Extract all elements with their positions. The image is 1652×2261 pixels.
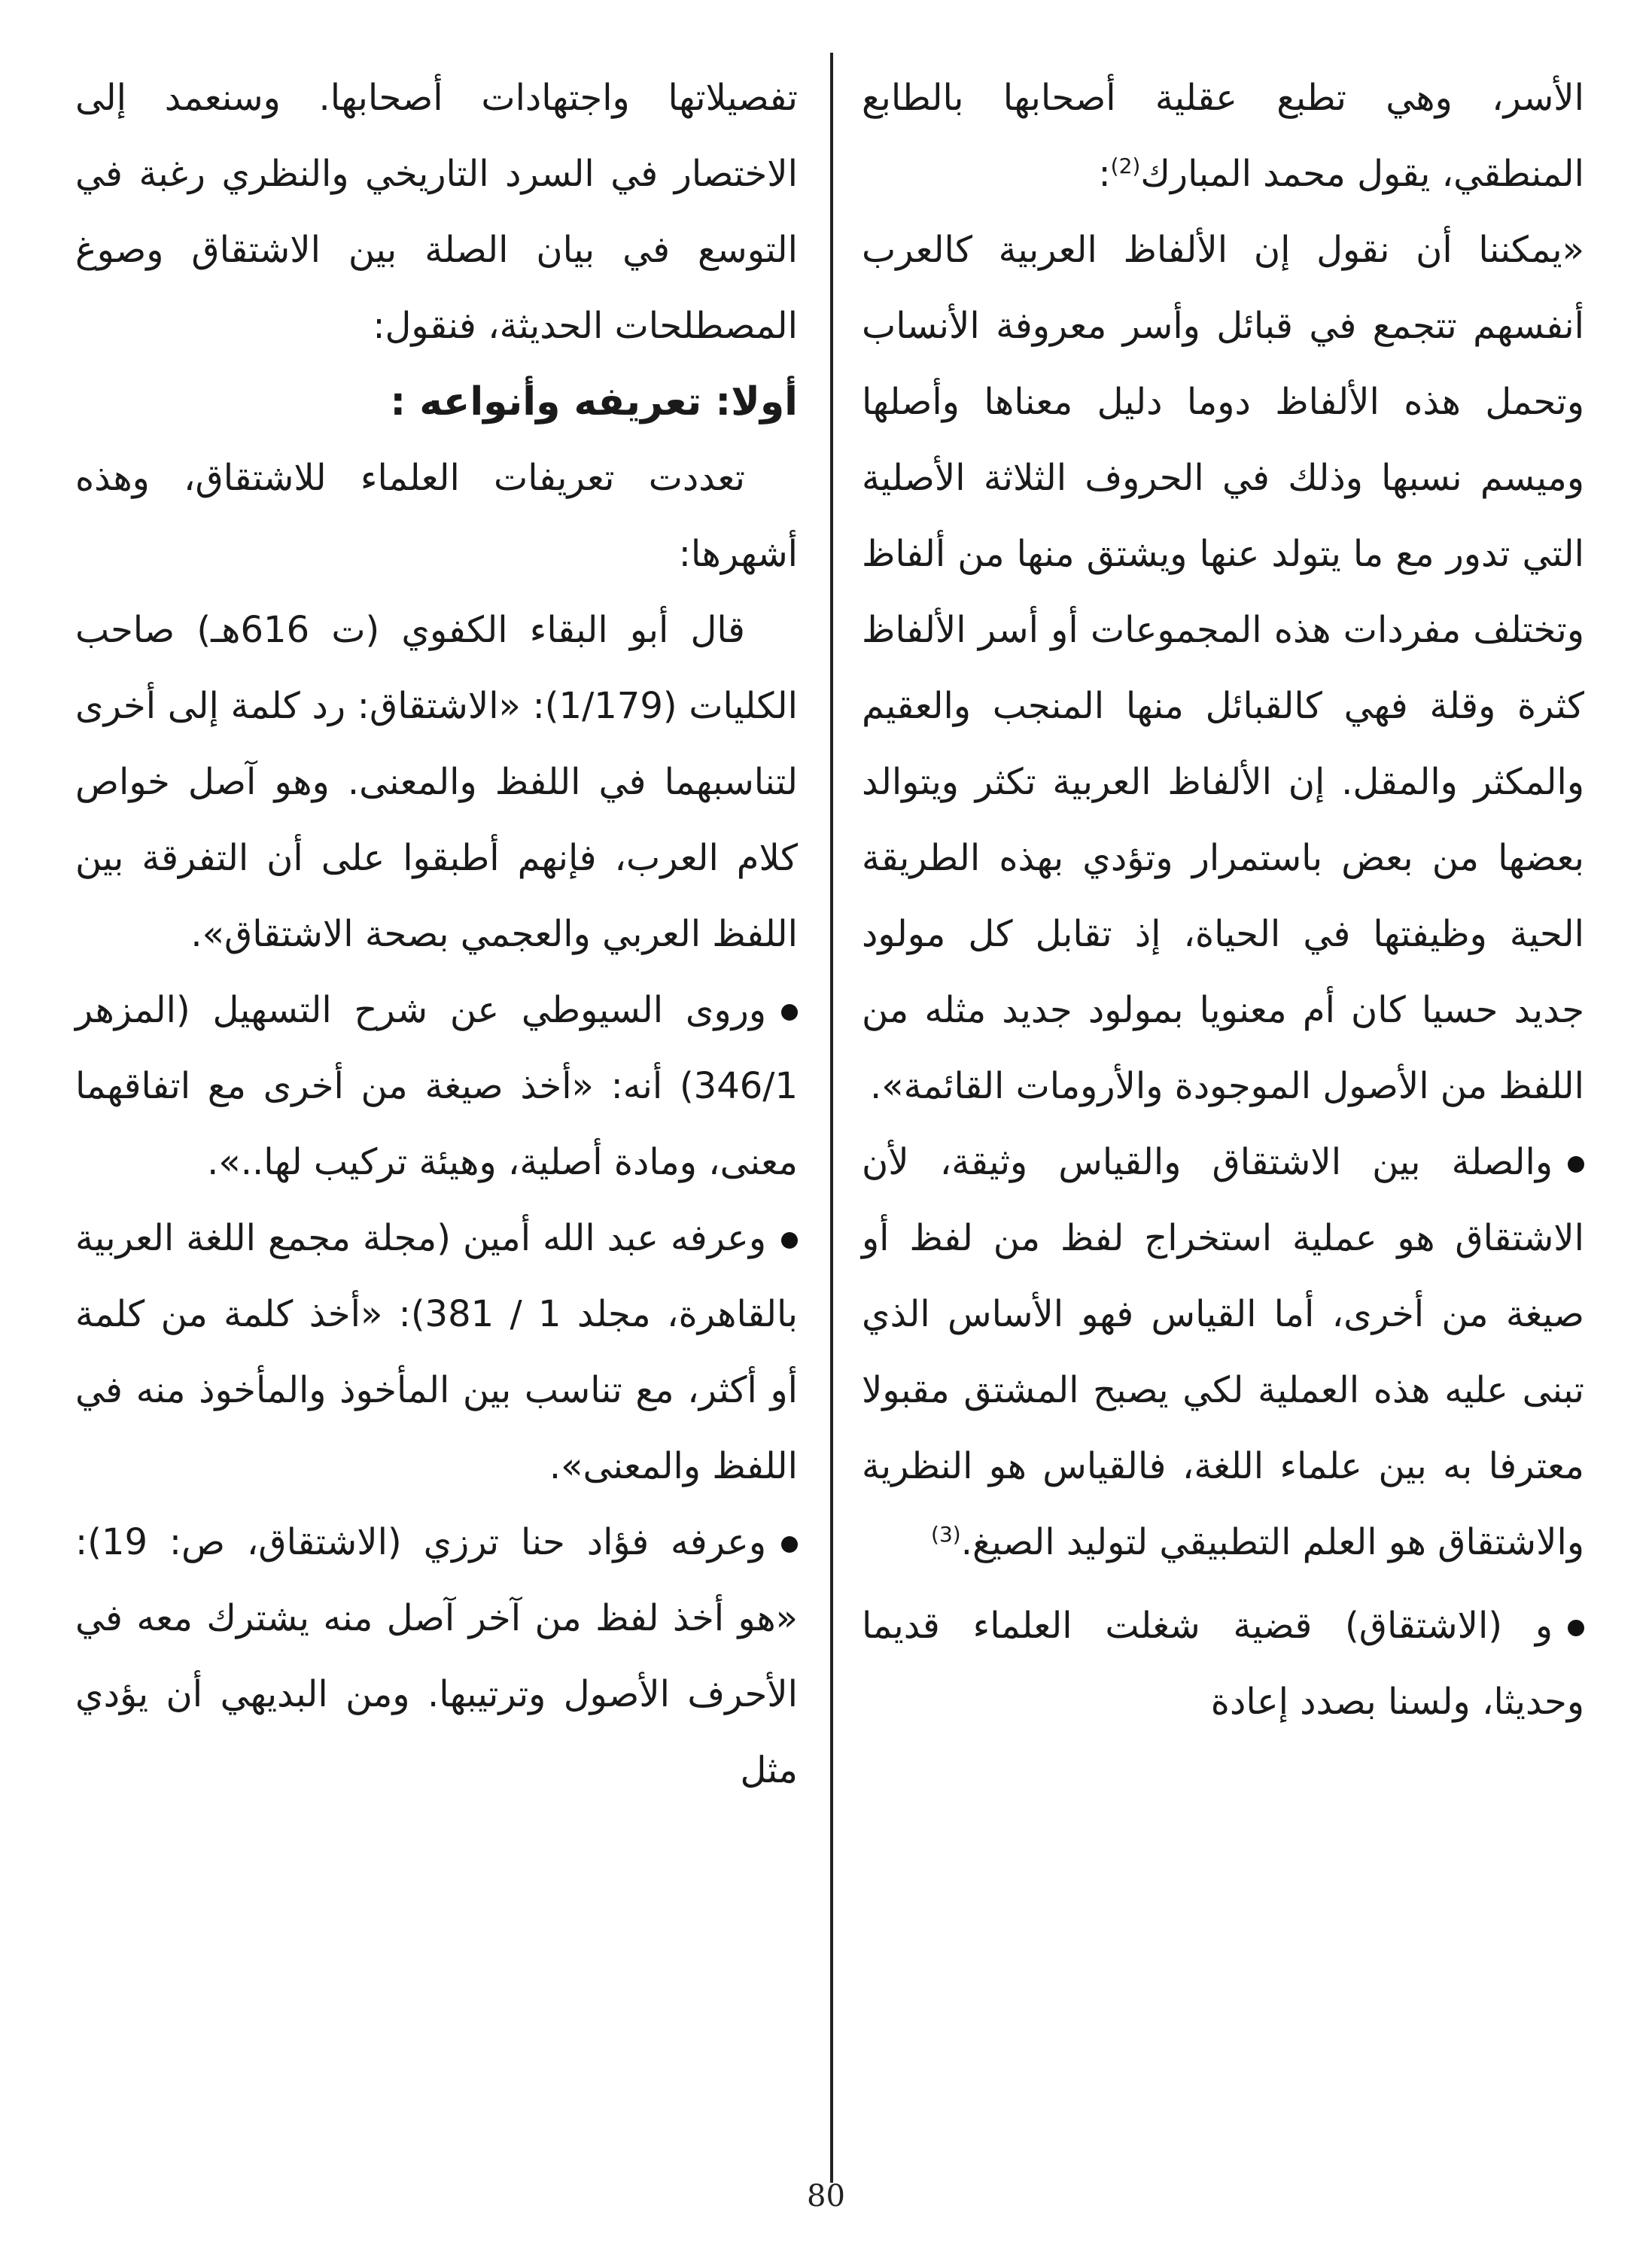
paragraph-text: الأسر، وهي تطبع عقلية أصحابها بالطابع المنطقي، يقول محمد المبارك bbox=[862, 77, 1584, 195]
quote-paragraph: «يمكننا أن نقول إن الألفاظ العربية كالعرب أنفسهم تتجمع في قبائل وأسر معروفة الأنساب وتحمل هذه الألفاظ دوما دليل معناها وأصلها وميسم نسبها وذلك في الحروف الثلاثة الأصلية التي تدور مع ما يتولد عنها ويشتق منها من ألفاظ وتختلف مفردات هذه المجموعات أو أسر الألفاظ كثرة وقلة فهي كالقبائل منها المنجب والعقيم والمكثر والمقل. إن الألفاظ العربية تكثر ويتوالد بعضها من بعض باستمرار وتؤدي بهذه الطريقة الحية وظيفتها في الحياة، إذ تقابل كل مولود جديد حسيا كان أم معنويا بمولود جديد مثله من اللفظ من الأصول الموجودة والأرومات القائمة». bbox=[862, 229, 1584, 1107]
bullet-icon bbox=[781, 1232, 798, 1249]
punctuation: : bbox=[1098, 153, 1111, 195]
bullet-icon bbox=[781, 1004, 798, 1021]
footnote-ref: (2) bbox=[1110, 154, 1141, 178]
paragraph bbox=[862, 60, 1584, 212]
section-heading: أولا: تعريفه وأنواعه : bbox=[390, 379, 798, 425]
column-divider bbox=[830, 53, 833, 2183]
left-column bbox=[75, 60, 798, 1809]
paragraph-text: وروى السيوطي عن شرح التسهيل (المزهر 346/1) أنه: «أخذ صيغة من أخرى مع اتفاقهما معنى، ومادة أصلية، وهيئة تركيب لها..». bbox=[75, 989, 798, 1183]
paragraph-text: والصلة بين الاشتقاق والقياس وثيقة، لأن الاشتقاق هو عملية استخراج لفظ من لفظ أو صيغة من أخرى، أما القياس فهو الأساس الذي تبنى عليه هذه العملية لكي يصبح المشتق مقبولا معترفا به بين علماء اللغة، فالقياس هو النظرية والاشتقاق هو العلم التطبيقي لتوليد الصيغ. bbox=[862, 1141, 1584, 1563]
paragraph-text: وعرفه فؤاد حنا ترزي (الاشتقاق، ص: 19): «هو أخذ لفظ من آخر آصل منه يشترك معه في الأحرف الأصول وترتيبها. ومن البديهي أن يؤدي مثل bbox=[75, 1521, 798, 1791]
paragraph: تفصيلاتها واجتهادات أصحابها. وسنعمد إلى الاختصار في السرد التاريخي والنظري رغبة في التوسع في بيان الصلة بين الاشتقاق وصوغ المصطلحات الحديثة، فنقول: bbox=[75, 77, 798, 347]
paragraph bbox=[862, 1588, 1584, 1740]
right-column bbox=[862, 60, 1584, 1740]
paragraph: تعددت تعريفات العلماء للاشتقاق، وهذه أشهرها: bbox=[75, 457, 798, 575]
page-number: 80 bbox=[807, 2179, 845, 2214]
footnote-ref: (3) bbox=[931, 1522, 961, 1547]
paragraph bbox=[75, 1200, 798, 1505]
paragraph bbox=[75, 1505, 798, 1809]
paragraph-text: و (الاشتقاق) قضية شغلت العلماء قديما وحديثا، ولسنا بصدد إعادة bbox=[862, 1605, 1584, 1723]
bullet-icon bbox=[1568, 1156, 1584, 1173]
bullet-icon bbox=[781, 1536, 798, 1553]
paragraph-text: وعرفه عبد الله أمين (مجلة مجمع اللغة العربية بالقاهرة، مجلد 1 / 381): «أخذ كلمة من كلمة أو أكثر، مع تناسب بين المأخوذ والمأخوذ منه في اللفظ والمعنى». bbox=[75, 1217, 798, 1487]
paragraph bbox=[862, 1124, 1584, 1581]
paragraph: قال أبو البقاء الكفوي (ت 616هـ) صاحب الكليات (1/179): «الاشتقاق: رد كلمة إلى أخرى لتناسبهما في اللفظ والمعنى. وهو آصل خواص كلام العرب، فإنهم أطبقوا على أن التفرقة بين اللفظ العربي والعجمي بصحة الاشتقاق». bbox=[75, 609, 799, 955]
paragraph bbox=[75, 972, 798, 1200]
bullet-icon bbox=[1568, 1620, 1584, 1636]
